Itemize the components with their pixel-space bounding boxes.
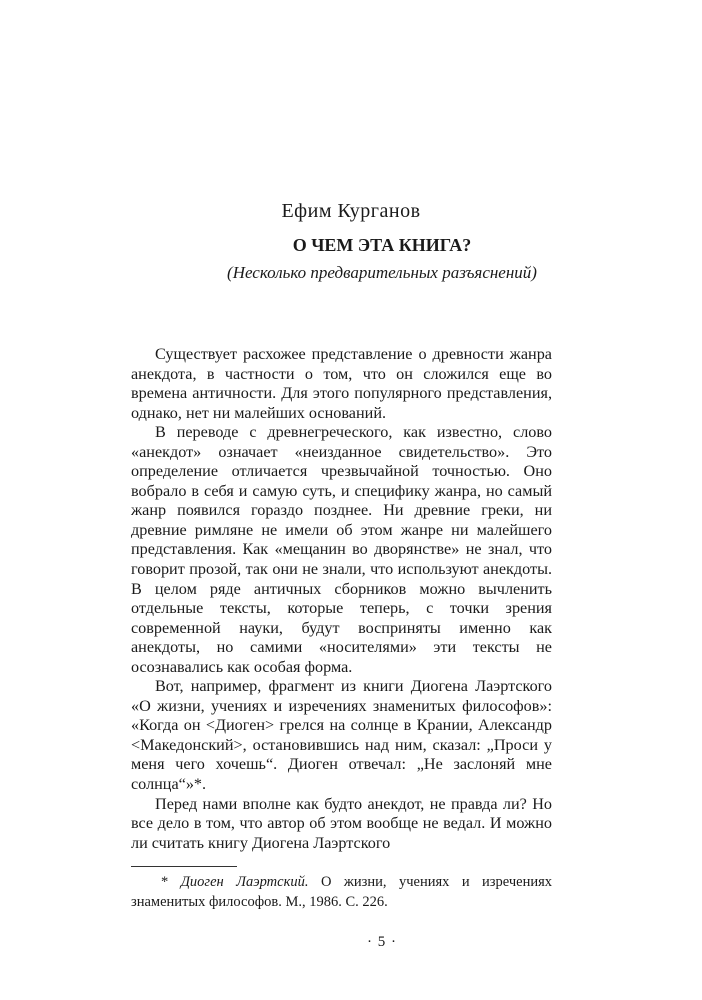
footnote-author: Диоген Лаэртский. (180, 874, 309, 890)
chapter-title: О ЧЕМ ЭТА КНИГА? (292, 235, 472, 255)
paragraph-1: Существует расхожее представление о древности жанра анекдота, в частности о том, что он сложился еще во времена античности. Для этого популярного представления, однако, нет ни малейших оснований. (131, 345, 552, 422)
paragraph-3: Вот, например, фрагмент из книги Диогена Лаэртского «О жизни, учениях и изречениях знаменитых философов»: «Когда он <Диоген> грелся на солнце в Крании, Александр <Македонский>, остановившись над ним, сказал: „Проси у меня чего хочешь“. Диоген отвечал: „Не заслоняй мне солнца“»*. (131, 677, 552, 794)
body-text (131, 345, 552, 853)
paragraph-2: В переводе с древнегреческого, как известно, слово «анекдот» означает «неизданное свидетельство». Это определение отличается чрезвычайной точностью. Оно вобрало в себя и самую суть, и специфику жанра, но самый жанр появился гораздо позднее. Ни древние греки, ни древние римляне не имели об этом жанре ни малейшего представления. Как «мещанин во дворянстве» не знал, что говорит прозой, так они не знали, что используют анекдоты. В целом ряде античных сборников можно вычленить отдельные тексты, которые теперь, с точки зрения современной науки, будут восприняты именно как анекдоты, но самими «носителями» эти тексты не осознавались как особая форма. (131, 423, 552, 676)
paragraph-4: Перед нами вполне как будто анекдот, не правда ли? Но все дело в том, что автор об этом вообще не ведал. И можно ли считать книгу Диогена Лаэртского (131, 794, 552, 852)
chapter-subtitle: (Несколько предварительных разъяснений) (227, 263, 537, 282)
footnote-text: О жизни, учениях и изречениях знаменитых философов. М., 1986. С. 226. (131, 874, 553, 910)
footnote (131, 872, 552, 912)
author-name: Ефим Курганов (281, 200, 421, 222)
page-number: · 5 · (367, 934, 397, 950)
footnote-marker: * (161, 874, 169, 890)
footnote-divider (131, 866, 237, 867)
